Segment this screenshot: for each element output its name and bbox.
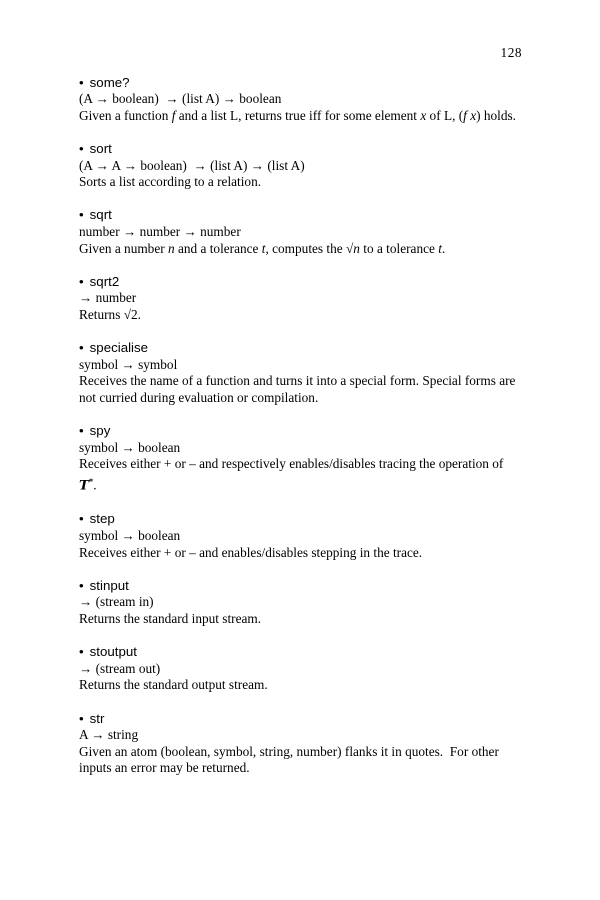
function-heading <box>79 141 522 158</box>
function-description: Returns the standard output stream. <box>79 677 268 693</box>
function-type-signature: → number <box>79 290 137 306</box>
function-description: Receives either + or – and respectively enables/disables tracing the operation of T*. <box>79 456 507 494</box>
bullet-icon: • <box>79 74 84 90</box>
bullet-icon: • <box>79 140 84 156</box>
function-name: step <box>89 511 115 527</box>
function-entry-specialise <box>79 340 522 406</box>
function-name: some? <box>89 74 130 90</box>
function-heading <box>79 340 522 357</box>
bullet-icon: • <box>79 511 84 527</box>
function-type-signature: (A → boolean) → (list A) → boolean <box>79 91 282 107</box>
function-description: Receives either + or – and enables/disables stepping in the trace. <box>79 544 423 560</box>
function-reference-list <box>79 75 522 777</box>
function-description: Given an atom (boolean, symbol, string, number) flanks it in quotes. For other inputs an error may be returned. <box>79 743 503 776</box>
function-description: Receives the name of a function and turns it into a special form. Special forms are not curried during evaluation or compilation. <box>79 373 519 405</box>
function-type-signature: A → string <box>79 727 139 743</box>
function-heading <box>79 578 522 595</box>
bullet-icon: • <box>79 577 84 593</box>
function-name: stinput <box>89 577 129 593</box>
function-name: spy <box>89 423 111 439</box>
function-heading <box>79 511 522 528</box>
function-description: Sorts a list according to a relation. <box>79 174 262 190</box>
function-type-signature: symbol → boolean <box>79 439 181 455</box>
function-type-signature: symbol → symbol <box>79 356 178 372</box>
function-entry-step <box>79 511 522 561</box>
function-heading <box>79 644 522 661</box>
function-entry-stoutput <box>79 644 522 694</box>
function-name: sort <box>89 140 112 156</box>
bullet-icon: • <box>79 423 84 439</box>
function-type-signature: symbol → boolean <box>79 528 181 544</box>
function-entry-stinput <box>79 578 522 628</box>
function-heading <box>79 207 522 224</box>
bullet-icon: • <box>79 340 84 356</box>
bullet-icon: • <box>79 710 84 726</box>
function-name: sqrt <box>89 207 112 223</box>
function-description: Given a number n and a tolerance t, computes the √n to a tolerance t. <box>79 240 446 256</box>
function-type-signature: (A → A → boolean) → (list A) → (list A) <box>79 157 305 173</box>
function-type-signature: → (stream out) <box>79 660 161 676</box>
function-entry-some <box>79 75 522 125</box>
function-description: Returns the standard input stream. <box>79 611 262 627</box>
function-heading <box>79 711 522 728</box>
function-heading <box>79 423 522 440</box>
function-type-signature: number → number → number <box>79 223 241 239</box>
function-name: sqrt2 <box>89 273 120 289</box>
function-name: specialise <box>89 340 149 356</box>
bullet-icon: • <box>79 207 84 223</box>
function-heading <box>79 75 522 92</box>
function-entry-str <box>79 711 522 777</box>
function-entry-sqrt2 <box>79 274 522 324</box>
function-type-signature: → (stream in) <box>79 594 154 610</box>
function-heading <box>79 274 522 291</box>
function-name: stoutput <box>89 644 137 660</box>
bullet-icon: • <box>79 273 84 289</box>
bullet-icon: • <box>79 644 84 660</box>
function-entry-sqrt <box>79 207 522 257</box>
function-entry-spy <box>79 423 522 495</box>
function-description: Given a function f and a list L, returns true iff for some element x of L, (f x) holds. <box>79 107 516 123</box>
function-description: Returns √2. <box>79 306 141 322</box>
function-name: str <box>89 710 105 726</box>
function-entry-sort <box>79 141 522 191</box>
page-number: 128 <box>500 45 522 60</box>
